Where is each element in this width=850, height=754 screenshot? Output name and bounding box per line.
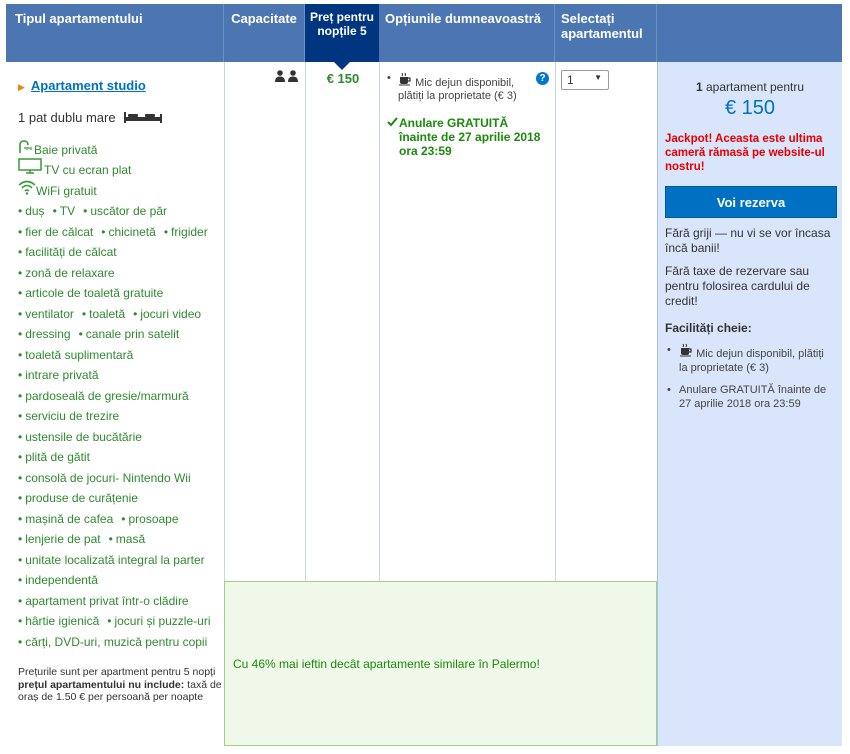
amenity-row xyxy=(18,409,127,423)
coffee-icon xyxy=(679,348,693,360)
header-spacer xyxy=(657,4,842,62)
footnote-line-1: Prețurile sunt per apartment pentru 5 nopți xyxy=(18,666,216,678)
price-footnote xyxy=(18,666,223,704)
amenity-item: • intrare privată xyxy=(18,368,99,382)
selected-count: 1 apartament pentru xyxy=(695,80,805,94)
amenity-item: • toaletă suplimentară xyxy=(18,347,134,362)
amenity-row xyxy=(18,573,106,587)
amenity-row xyxy=(18,430,150,444)
amenity-item: • zonă de relaxare xyxy=(18,265,115,280)
amenity-item: • articole de toaletă gratuite xyxy=(18,286,164,300)
room-title xyxy=(18,78,146,93)
tv-icon xyxy=(18,158,44,177)
amenity-item: • unitate localizată integral la parter xyxy=(18,552,205,567)
bed-icon xyxy=(123,110,163,127)
amenity-item: • cărți, DVD-uri, muzică pentru copii xyxy=(18,634,208,649)
no-charge-note: Fără griji — nu vi se vor încasa încă banii! xyxy=(665,226,831,255)
amenity-item: • dressing xyxy=(18,327,71,341)
facility-tv: TV cu ecran plat xyxy=(18,158,131,177)
amenity-row xyxy=(18,450,98,464)
amenity-item: • frigider xyxy=(163,224,208,239)
amenity-row xyxy=(18,389,197,403)
price-comparison-row xyxy=(224,581,657,746)
amenity-row xyxy=(18,491,146,505)
key-facilities-title: Facilități cheie: xyxy=(665,321,752,335)
amenity-item: • facilități de călcat xyxy=(18,245,117,259)
bed-info xyxy=(18,110,163,127)
amenity-row xyxy=(18,635,215,649)
options-column: • Mic dejun disponibil, plătiți la proprietate (€ 3) ? Anulare GRATUITĂ înainte de 27 aprilie 2018 ora 23:59 xyxy=(379,62,555,746)
amenity-row xyxy=(18,327,187,341)
amenity-item: • independentă xyxy=(18,573,98,587)
amenity-item: • ustensile de bucătărie xyxy=(18,429,142,444)
amenity-row xyxy=(18,245,125,259)
header-type: Tipul apartamentului xyxy=(6,4,224,62)
amenity-item: • pardoseală de gresie/marmură xyxy=(18,388,189,403)
amenity-row xyxy=(18,594,197,608)
amenity-row xyxy=(18,348,141,362)
amenity-item: • serviciu de trezire xyxy=(18,409,120,423)
no-fees-note: Fără taxe de rezervare sau pentru folosirea cardului de credit! xyxy=(665,264,810,308)
price-value: € 150 xyxy=(326,71,360,86)
key-facility-item: • Anulare GRATUITĂ înainte de 27 aprilie 2018 ora 23:59 xyxy=(667,384,827,410)
bed-label: 1 pat dublu mare xyxy=(18,110,116,125)
amenity-item: • toaletă xyxy=(81,306,126,321)
jackpot-alert: Jackpot! Aceasta este ultima cameră rămasă pe website-ul nostru! xyxy=(665,133,825,173)
reserve-button[interactable]: Voi rezerva xyxy=(665,186,837,218)
amenity-row xyxy=(18,266,123,280)
amenity-item: • mașină de cafea xyxy=(18,511,114,526)
persons-icon xyxy=(274,70,300,86)
amenity-item: • canale prin satelit xyxy=(78,327,180,341)
header-options: Opțiunile dumneavoastră xyxy=(379,4,555,62)
room-title-link[interactable]: Apartament studio xyxy=(30,78,146,93)
amenity-item: • consolă de jocuri- Nintendo Wii xyxy=(18,470,191,485)
amenity-item: • masă xyxy=(108,532,146,546)
amenity-item: • jocuri și puzzle-uri xyxy=(107,614,211,628)
help-icon[interactable]: ? xyxy=(536,72,549,85)
amenity-item: • apartament privat într-o clădire xyxy=(18,593,189,608)
amenity-item: • plită de gătit xyxy=(18,450,90,464)
breakfast-text: Mic dejun disponibil, plătiți la proprietate (€ 3) xyxy=(398,77,517,102)
amenity-row xyxy=(18,307,209,321)
amenity-item: • prosoape xyxy=(121,511,179,526)
amenity-item: • lenjerie de pat xyxy=(18,532,101,546)
table-header xyxy=(6,4,842,62)
amenity-row xyxy=(18,614,218,628)
footnote-line-2: prețul apartamentului nu include: taxă de oraș de 1.50 € per persoană per noapte xyxy=(18,678,222,703)
amenity-row xyxy=(18,471,199,485)
amenity-item: • fier de călcat xyxy=(18,224,94,239)
room-type-column xyxy=(6,62,224,746)
amenity-item: • duș xyxy=(18,204,45,218)
amenity-item: • hârtie igienică xyxy=(18,614,100,628)
total-price: € 150 xyxy=(724,97,776,119)
amenity-row xyxy=(18,204,175,218)
amenity-item: • produse de curățenie xyxy=(18,491,138,505)
key-facility-item: • Mic dejun disponibil, plătiți la proprietate (€ 3) xyxy=(667,344,824,374)
wifi-icon xyxy=(18,179,36,198)
room-quantity-select[interactable]: 1 ▼ xyxy=(561,70,609,90)
booking-sidebar xyxy=(657,62,842,746)
checkmark-icon xyxy=(387,116,398,130)
bath-icon xyxy=(18,140,34,157)
amenity-item: • jocuri video xyxy=(133,306,202,321)
arrow-right-icon: ▶ xyxy=(18,82,25,92)
chevron-down-icon: ▼ xyxy=(594,73,602,82)
amenity-row xyxy=(18,225,216,239)
facility-bath: Baie privată xyxy=(18,140,97,157)
facility-wifi: WiFi gratuit xyxy=(18,179,97,198)
amenity-row xyxy=(18,532,153,546)
amenity-row xyxy=(18,553,213,567)
price-comparison-note: Cu 46% mai ieftin decât apartamente similare în Palermo! xyxy=(233,657,540,671)
amenity-row xyxy=(18,512,187,526)
amenity-item: • uscător de păr xyxy=(83,204,168,218)
amenity-row xyxy=(18,368,107,382)
header-price[interactable]: Preț pentru nopțile 5 xyxy=(305,4,379,62)
header-capacity: Capacitate xyxy=(224,4,305,62)
amenity-item: • TV xyxy=(52,204,76,218)
coffee-icon xyxy=(398,77,412,89)
header-select: Selectați apartamentul xyxy=(555,4,657,62)
amenity-item: • chicinetă xyxy=(101,224,156,239)
amenity-item: • ventilator xyxy=(18,306,74,321)
amenity-row xyxy=(18,286,171,300)
